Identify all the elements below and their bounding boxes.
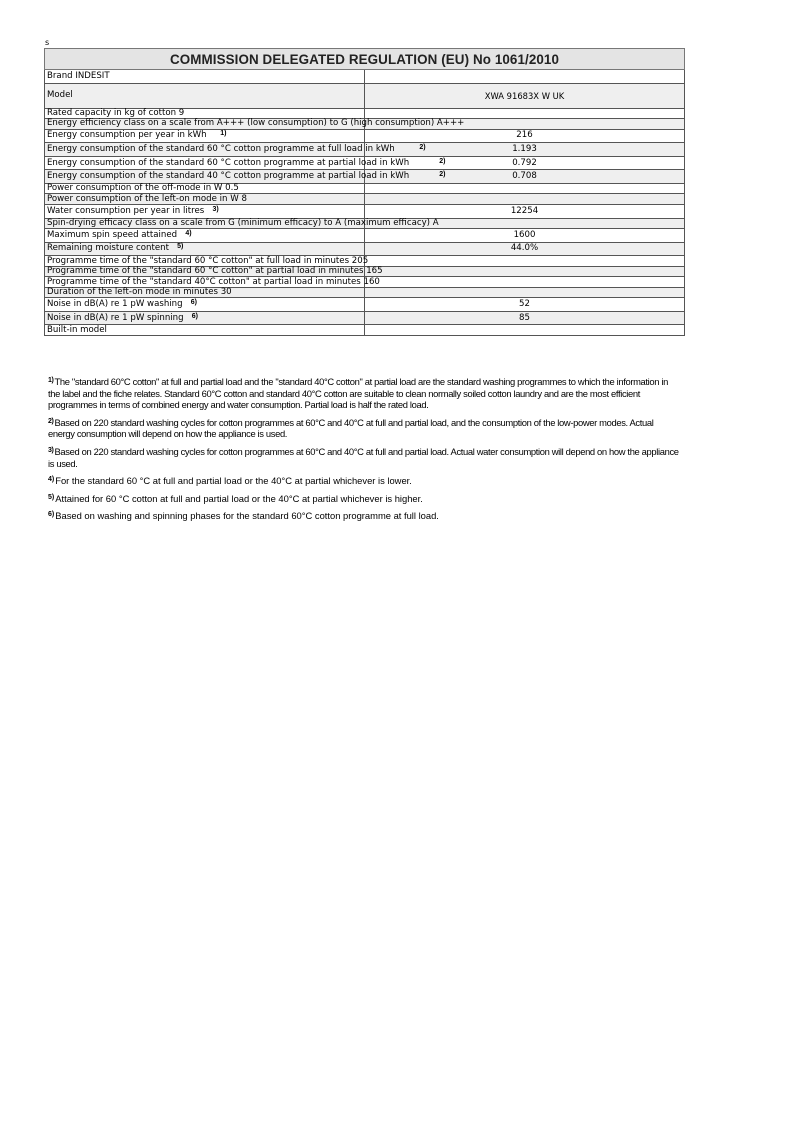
- row-value: 1.193: [365, 143, 685, 157]
- row-value: [365, 266, 685, 277]
- footnote-mark: 1): [48, 377, 54, 384]
- footnote-1: [48, 376, 680, 411]
- table-row: [45, 298, 685, 312]
- footnote-ref: 2): [419, 143, 426, 151]
- row-label: Power consumption of the off-mode in W 0.5: [45, 183, 365, 194]
- table-row: [45, 143, 685, 157]
- footnote-ref: 5): [177, 243, 184, 251]
- row-label: Maximum spin speed attained $^{4)}$: [45, 229, 365, 243]
- row-label: Energy efficiency class on a scale from A+++ (low consumption) to G (high consumption) A+++: [45, 119, 365, 130]
- row-value: [365, 325, 685, 336]
- row-value: 0.708: [365, 170, 685, 184]
- table-row: [45, 256, 685, 267]
- footnote-mark: 2): [48, 417, 54, 425]
- table-row: [45, 287, 685, 298]
- footnote-mark: 4): [48, 476, 55, 484]
- table-row: [45, 229, 685, 243]
- row-value: 12254: [365, 204, 685, 218]
- row-label: Noise in dB(A) re 1 pW spinning $^{6)}$: [45, 311, 365, 325]
- product-fiche: [44, 48, 685, 336]
- footnote-6: [48, 510, 680, 522]
- table-row: [45, 170, 685, 184]
- table-row: [45, 108, 685, 119]
- table-row: [45, 70, 685, 84]
- row-label: Energy consumption of the standard 60 °C cotton programme at full load in kWh $^{2)}$: [45, 143, 365, 157]
- row-value: [365, 70, 685, 84]
- title-row: [45, 49, 685, 70]
- footnote-ref: 6): [191, 312, 198, 320]
- footnote-text: For the standard 60 °C at full and partial load or the 40°C at partial whichever is lower.: [55, 475, 412, 487]
- footnote-ref: 2): [439, 157, 446, 165]
- table-row: [45, 266, 685, 277]
- row-label: Spin-drying efficacy class on a scale from G (minimum efficacy) to A (maximum efficacy) A: [45, 218, 365, 229]
- footnote-3: [48, 446, 680, 469]
- row-value: [365, 256, 685, 267]
- row-label: Programme time of the "standard 60 °C cotton" at full load in minutes 205: [45, 256, 365, 267]
- row-label: Noise in dB(A) re 1 pW washing $^{6)}$: [45, 298, 365, 312]
- row-value: [365, 277, 685, 288]
- footnote-text: Based on 220 standard washing cycles for cotton programmes at 60°C and 40°C at full and partial load, and the consumption of the low-power modes. Actual energy consumption will depend on how the appliance is used.: [48, 416, 654, 440]
- row-label: Energy consumption of the standard 40 °C cotton programme at partial load in kWh $^{2)}$: [45, 170, 365, 184]
- row-value: [365, 108, 685, 119]
- model-value: XWA 91683X W UK: [365, 83, 685, 108]
- footnote-5: [48, 493, 680, 505]
- row-label: Model: [45, 83, 365, 108]
- table-row: [45, 194, 685, 205]
- footnote-ref: 4): [185, 229, 192, 237]
- table-row: [45, 119, 685, 130]
- footnote-text: Attained for 60 °C cotton at full and partial load or the 40°C at partial whichever is higher.: [55, 492, 423, 504]
- fiche-table: [44, 48, 685, 336]
- footnote-4: [48, 475, 680, 487]
- footnote-mark: 3): [48, 446, 54, 454]
- footnote-mark: 6): [48, 511, 55, 519]
- regulation-title: COMMISSION DELEGATED REGULATION (EU) No 1061/2010: [45, 49, 685, 70]
- table-row: [45, 204, 685, 218]
- footnote-ref: 6): [190, 299, 197, 307]
- table-row: [45, 83, 685, 108]
- table-row: [45, 156, 685, 170]
- footnote-text: Based on washing and spinning phases for the standard 60°C cotton programme at full load.: [55, 510, 439, 522]
- row-label: Energy consumption per year in kWh $^{1)}$: [45, 129, 365, 143]
- footnotes: [48, 376, 680, 528]
- row-value: 44.0%: [365, 242, 685, 256]
- table-row: [45, 183, 685, 194]
- footnote-ref: 1): [220, 130, 227, 138]
- row-label: Water consumption per year in litres $^{3)}$: [45, 204, 365, 218]
- row-value: 52: [365, 298, 685, 312]
- row-label: Brand INDESIT: [45, 70, 365, 84]
- row-label: Rated capacity in kg of cotton 9: [45, 108, 365, 119]
- row-label: Programme time of the "standard 40°C cotton" at partial load in minutes 160: [45, 277, 365, 288]
- row-label: Remaining moisture content $^{5)}$: [45, 242, 365, 256]
- row-value: 85: [365, 311, 685, 325]
- table-row: [45, 311, 685, 325]
- corner-mark: s: [45, 38, 50, 47]
- row-label: Power consumption of the left-on mode in W 8: [45, 194, 365, 205]
- table-row: [45, 218, 685, 229]
- footnote-text: The "standard 60°C cotton" at full and partial load and the "standard 40°C cotton" at partial load are the standard washing programmes to which the information in the label and the fiche relates. Standard 60°C cotton and standard 40°C cotton are suitable to clean normally soiled cotton laundry and are the most efficient programmes in terms of combined energy and water consumption. Partial load is half the rated load.: [48, 376, 668, 411]
- row-label: Energy consumption of the standard 60 °C cotton programme at partial load in kWh $^{2)}$: [45, 156, 365, 170]
- table-row: [45, 242, 685, 256]
- footnote-mark: 5): [48, 493, 55, 501]
- footnote-2: [48, 417, 680, 440]
- row-value: 216: [365, 129, 685, 143]
- row-label: Duration of the left-on mode in minutes 30: [45, 287, 365, 298]
- row-label: Programme time of the "standard 60 °C cotton" at partial load in minutes 165: [45, 266, 365, 277]
- row-value: [365, 287, 685, 298]
- row-label: Built-in model: [45, 325, 365, 336]
- table-row: [45, 325, 685, 336]
- table-row: [45, 277, 685, 288]
- footnote-ref: 3): [212, 205, 219, 213]
- table-row: [45, 129, 685, 143]
- row-value: 1600: [365, 229, 685, 243]
- footnote-ref: 2): [439, 171, 446, 179]
- row-value: 0.792: [365, 156, 685, 170]
- footnote-text: Based on 220 standard washing cycles for cotton programmes at 60°C and 40°C at full and partial load. Actual water consumption will depend on how the appliance is used.: [48, 445, 679, 469]
- row-value: [365, 183, 685, 194]
- row-value: [365, 194, 685, 205]
